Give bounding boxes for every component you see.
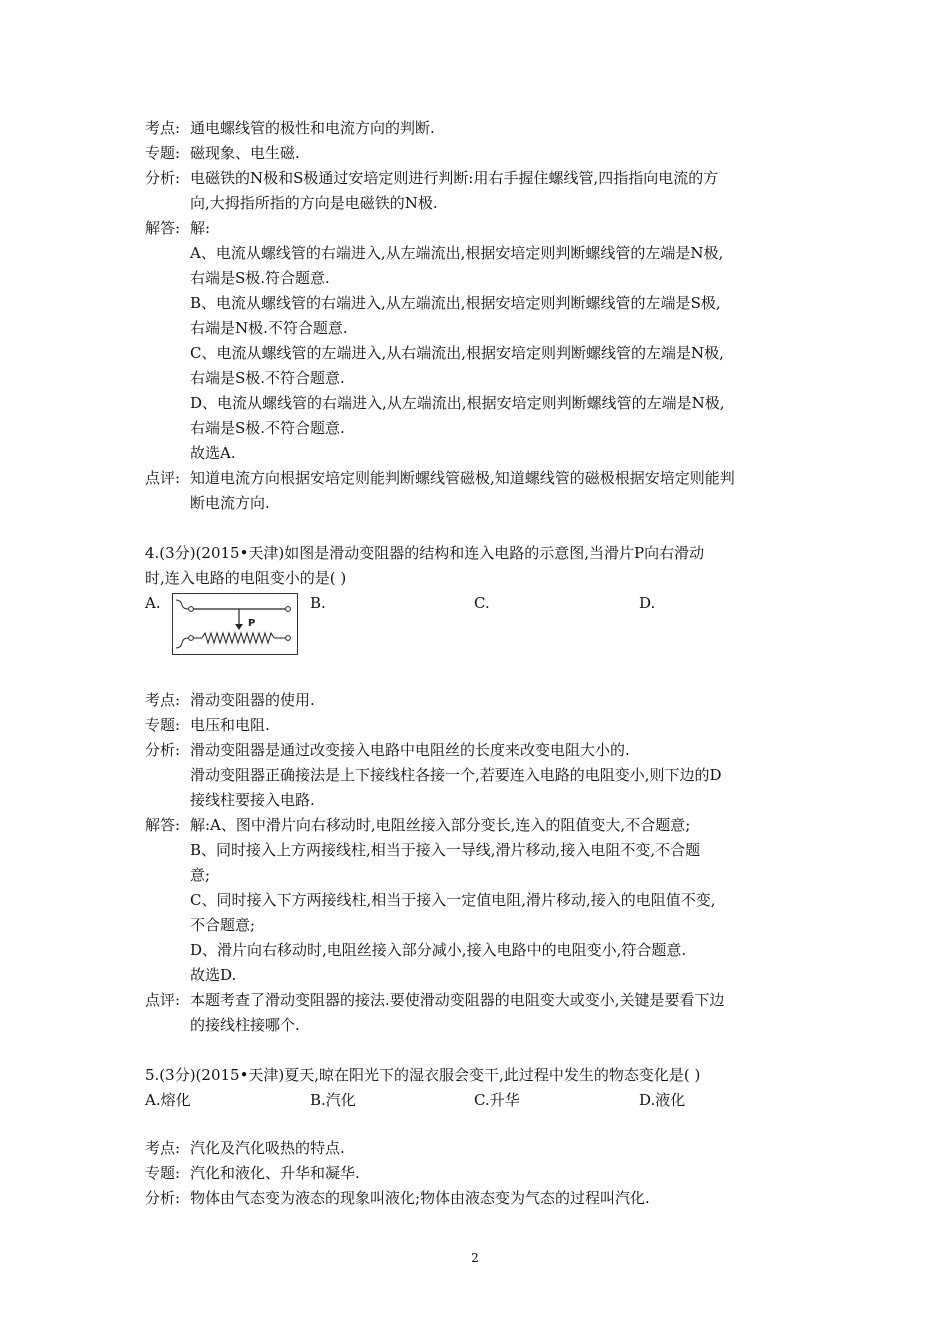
jieda-line: C、同时接入下方两接线柱,相当于接入一定值电阻,滑片移动,接入的电阻值不变, <box>190 891 716 909</box>
dianping-text: 断电流方向. <box>190 494 270 512</box>
kaodian-text: 滑动变阻器的使用. <box>190 691 315 709</box>
zhuanti-label: 专题: <box>145 716 181 734</box>
rheostat-diagram <box>172 593 298 655</box>
question-stem: 时,连入电路的电阻变小的是( ) <box>145 569 347 587</box>
fenxi-label: 分析: <box>145 741 181 759</box>
fenxi-text: 向,大拇指所指的方向是电磁铁的N极. <box>190 194 438 212</box>
zhuanti-text: 磁现象、电生磁. <box>190 144 300 162</box>
option-a: A. <box>145 594 161 612</box>
fenxi-label: 分析: <box>145 169 181 187</box>
option-b: B. <box>310 594 326 612</box>
jieda-label: 解答: <box>145 816 181 834</box>
jieda-line: C、电流从螺线管的左端进入,从右端流出,根据安培定则判断螺线管的左端是N极, <box>190 344 724 362</box>
jieda-head: 解: <box>190 219 211 237</box>
option-d: D. <box>639 594 656 612</box>
option-c: C. <box>474 594 490 612</box>
fenxi-text: 滑动变阻器是通过改变接入电路中电阻丝的长度来改变电阻大小的. <box>190 741 630 759</box>
jieda-label: 解答: <box>145 219 181 237</box>
jieda-line: 解:A、图中滑片向右移动时,电阻丝接入部分变长,连入的阻值变大,不合题意; <box>190 816 691 834</box>
jieda-line: B、同时接入上方两接线柱,相当于接入一导线,滑片移动,接入电阻不变,不合题 <box>190 841 701 859</box>
fenxi-label: 分析: <box>145 1189 181 1207</box>
option-d: D.液化 <box>639 1091 686 1109</box>
dianping-text: 的接线柱接哪个. <box>190 1016 300 1034</box>
dianping-label: 点评: <box>145 469 181 487</box>
jieda-line: 右端是S极.符合题意. <box>190 269 330 287</box>
jieda-line: 右端是S极.不符合题意. <box>190 369 345 387</box>
zhuanti-text: 电压和电阻. <box>190 716 270 734</box>
jieda-line: 右端是N极.不符合题意. <box>190 319 348 337</box>
jieda-line: A、电流从螺线管的右端进入,从左端流出,根据安培定则判断螺线管的左端是N极, <box>190 244 724 262</box>
jieda-line: 右端是S极.不符合题意. <box>190 419 345 437</box>
kaodian-text: 汽化及汽化吸热的特点. <box>190 1139 345 1157</box>
zhuanti-label: 专题: <box>145 144 181 162</box>
jieda-line: 意; <box>190 866 211 884</box>
answer-choice: 故选A. <box>190 444 236 462</box>
dianping-text: 本题考查了滑动变阻器的接法.要使滑动变阻器的电阻变大或变小,关键是要看下边 <box>190 991 725 1009</box>
jieda-line: 不合题意; <box>190 916 256 934</box>
dianping-text: 知道电流方向根据安培定则能判断螺线管磁极,知道螺线管的磁极根据安培定则能判 <box>190 469 735 487</box>
dianping-label: 点评: <box>145 991 181 1009</box>
kaodian-text: 通电螺线管的极性和电流方向的判断. <box>190 119 435 137</box>
zhuanti-text: 汽化和液化、升华和凝华. <box>190 1164 360 1182</box>
question-stem: 4.(3分)(2015•天津)如图是滑动变阻器的结构和连入电路的示意图,当滑片P向右滑动 <box>145 544 705 562</box>
kaodian-label: 考点: <box>145 119 181 137</box>
slider-label: P <box>248 618 256 629</box>
jieda-line: D、电流从螺线管的右端进入,从左端流出,根据安培定则判断螺线管的左端是N极, <box>190 394 725 412</box>
jieda-line: D、滑片向右移动时,电阻丝接入部分减小,接入电路中的电阻变小,符合题意. <box>190 941 687 959</box>
kaodian-label: 考点: <box>145 1139 181 1157</box>
fenxi-text: 电磁铁的N极和S极通过安培定则进行判断:用右手握住螺线管,四指指向电流的方 <box>190 169 719 187</box>
page-number: 2 <box>471 1251 479 1265</box>
option-c: C.升华 <box>474 1091 520 1109</box>
fenxi-text: 物体由气态变为液态的现象叫液化;物体由液态变为气态的过程叫汽化. <box>190 1189 650 1207</box>
fenxi-text: 滑动变阻器正确接法是上下接线柱各接一个,若要连入电路的电阻变小,则下边的D <box>190 766 722 784</box>
kaodian-label: 考点: <box>145 691 181 709</box>
jieda-line: B、电流从螺线管的右端进入,从左端流出,根据安培定则判断螺线管的左端是S极, <box>190 294 721 312</box>
question-stem: 5.(3分)(2015•天津)夏天,晾在阳光下的湿衣服会变干,此过程中发生的物态变化是( ) <box>145 1066 701 1084</box>
answer-choice: 故选D. <box>190 966 237 984</box>
fenxi-text: 接线柱要接入电路. <box>190 791 315 809</box>
option-b: B.汽化 <box>310 1091 356 1109</box>
zhuanti-label: 专题: <box>145 1164 181 1182</box>
option-a: A.熔化 <box>145 1091 191 1109</box>
